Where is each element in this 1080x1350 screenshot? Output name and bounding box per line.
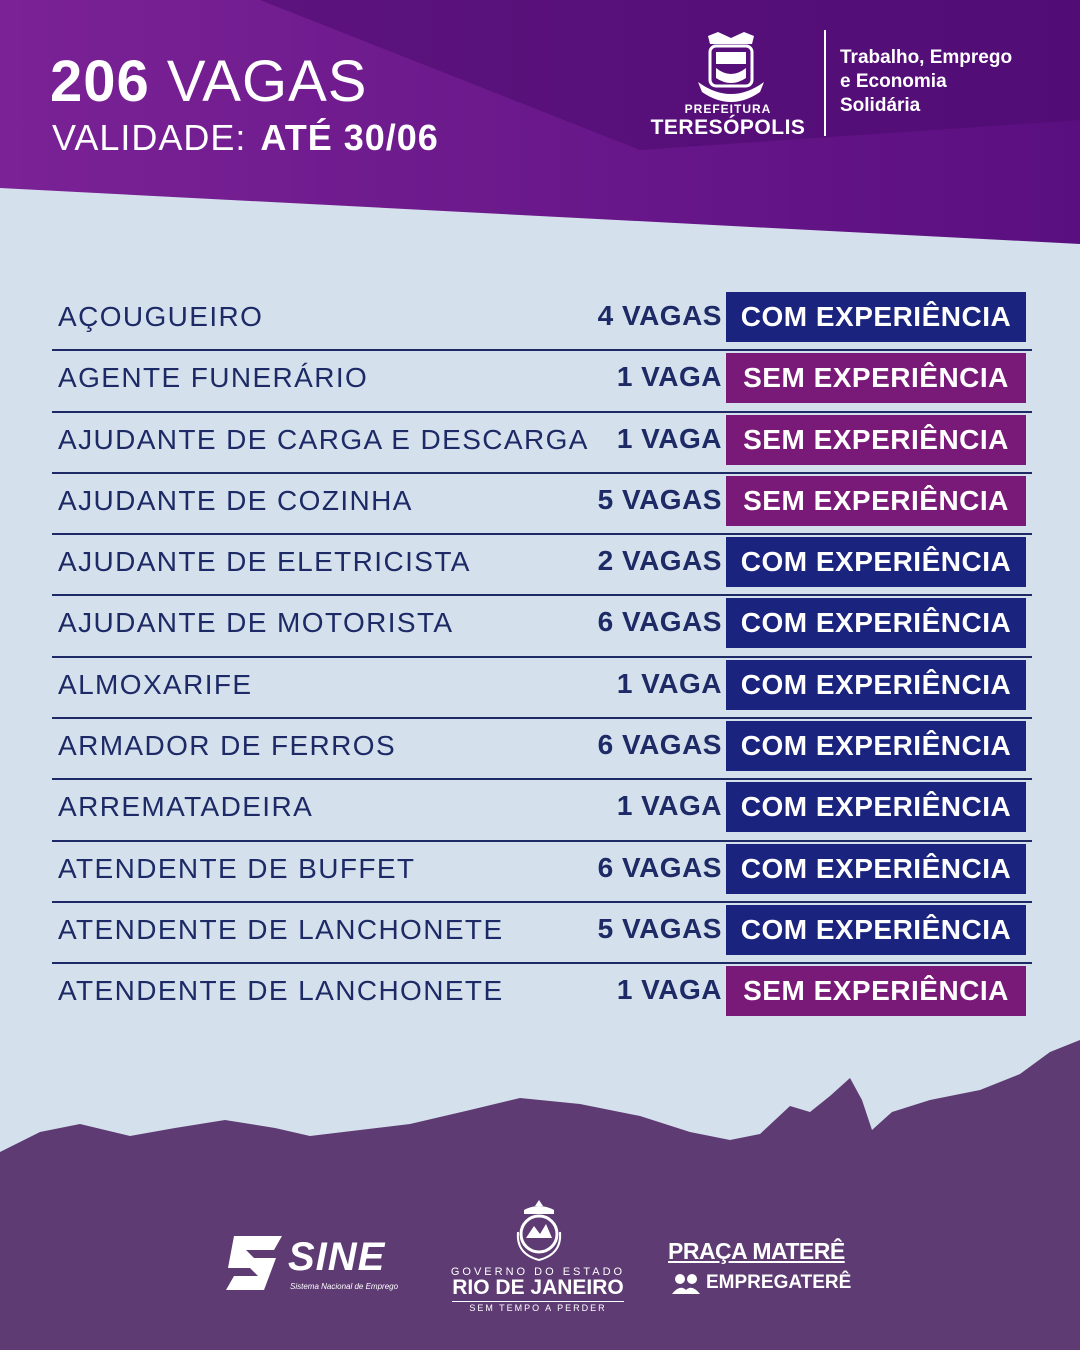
rj-slogan: SEM TEMPO A PERDER [469,1303,607,1313]
city-label: TERESÓPOLIS [650,116,806,139]
city-label-small: PREFEITURA [684,102,772,116]
job-title: AJUDANTE DE MOTORISTA [58,607,454,639]
job-row [52,596,1032,657]
experience-badge: SEM EXPERIÊNCIA [726,476,1026,526]
validity-label: VALIDADE: [52,117,247,158]
experience-badge: SEM EXPERIÊNCIA [726,353,1026,403]
praca-matere-logo: PRAÇA MATERÊ [668,1238,845,1264]
rj-divider [452,1301,624,1302]
rj-state-name: RIO DE JANEIRO [452,1276,624,1299]
job-vacancies: 6 VAGAS [597,729,722,761]
job-row [52,964,1032,1025]
experience-badge: COM EXPERIÊNCIA [726,782,1026,832]
header-divider [824,30,826,136]
department-line: Trabalho, Emprego [840,47,1013,68]
job-title: ATENDENTE DE LANCHONETE [58,913,504,945]
experience-badge: COM EXPERIÊNCIA [726,844,1026,894]
job-vacancies: 6 VAGAS [597,606,722,638]
job-row [52,535,1032,596]
experience-badge: COM EXPERIÊNCIA [726,660,1026,710]
rj-government-label: GOVERNO DO ESTADO [450,1266,626,1278]
job-title: ALMOXARIFE [58,668,253,700]
job-row [52,842,1032,903]
job-title: AJUDANTE DE ELETRICISTA [58,546,471,578]
job-title: AJUDANTE DE CARGA E DESCARGA [58,423,589,455]
experience-badge: COM EXPERIÊNCIA [726,905,1026,955]
experience-badge: COM EXPERIÊNCIA [726,598,1026,648]
people-icon [670,1272,702,1296]
experience-badge: COM EXPERIÊNCIA [726,721,1026,771]
experience-badge: COM EXPERIÊNCIA [726,537,1026,587]
sine-name: SINE [288,1235,386,1279]
experience-badge: SEM EXPERIÊNCIA [726,966,1026,1016]
job-title: AÇOUGUEIRO [58,301,264,332]
job-vacancies: 5 VAGAS [597,483,722,515]
job-vacancies: 5 VAGAS [597,912,722,944]
headline [50,49,368,114]
validity-date: ATÉ 30/06 [260,117,439,158]
sine-s-icon [224,1234,284,1292]
job-row [52,474,1032,535]
job-title: ATENDENTE DE BUFFET [58,852,416,884]
job-row [52,719,1032,780]
experience-badge: SEM EXPERIÊNCIA [726,415,1026,465]
department-line: e Economia [840,71,947,92]
job-vacancies: 6 VAGAS [597,851,722,883]
job-vacancies: 1 VAGA [616,974,722,1006]
job-count-label: VAGAS [166,49,368,114]
sine-subtitle: Sistema Nacional de Emprego [290,1282,399,1291]
job-count: 206 [50,49,150,114]
job-row [52,290,1032,351]
rio-crest-icon [512,1198,566,1264]
job-row [52,658,1032,719]
job-title: AJUDANTE DE COZINHA [58,484,413,516]
department-name [840,46,1070,118]
job-vacancies: 1 VAGA [616,790,722,822]
job-row [52,780,1032,841]
job-title: AGENTE FUNERÁRIO [58,362,369,394]
job-title: ARREMATADEIRA [58,791,314,823]
job-vacancies: 2 VAGAS [597,545,722,577]
job-title: ARMADOR DE FERROS [58,730,397,762]
job-title: ATENDENTE DE LANCHONETE [58,975,504,1007]
job-row [52,413,1032,474]
validity [52,118,439,158]
job-vacancies: 1 VAGA [616,667,722,699]
experience-badge: COM EXPERIÊNCIA [726,292,1026,342]
job-row [52,351,1032,412]
job-vacancies: 1 VAGA [616,422,722,454]
job-list [52,290,1032,1026]
job-vacancies: 4 VAGAS [597,300,722,331]
teresopolis-crest-icon [694,28,768,104]
job-row [52,903,1032,964]
job-vacancies: 1 VAGA [616,361,722,393]
department-line: Solidária [840,95,921,116]
empregatere-logo: EMPREGATERÊ [706,1272,852,1293]
